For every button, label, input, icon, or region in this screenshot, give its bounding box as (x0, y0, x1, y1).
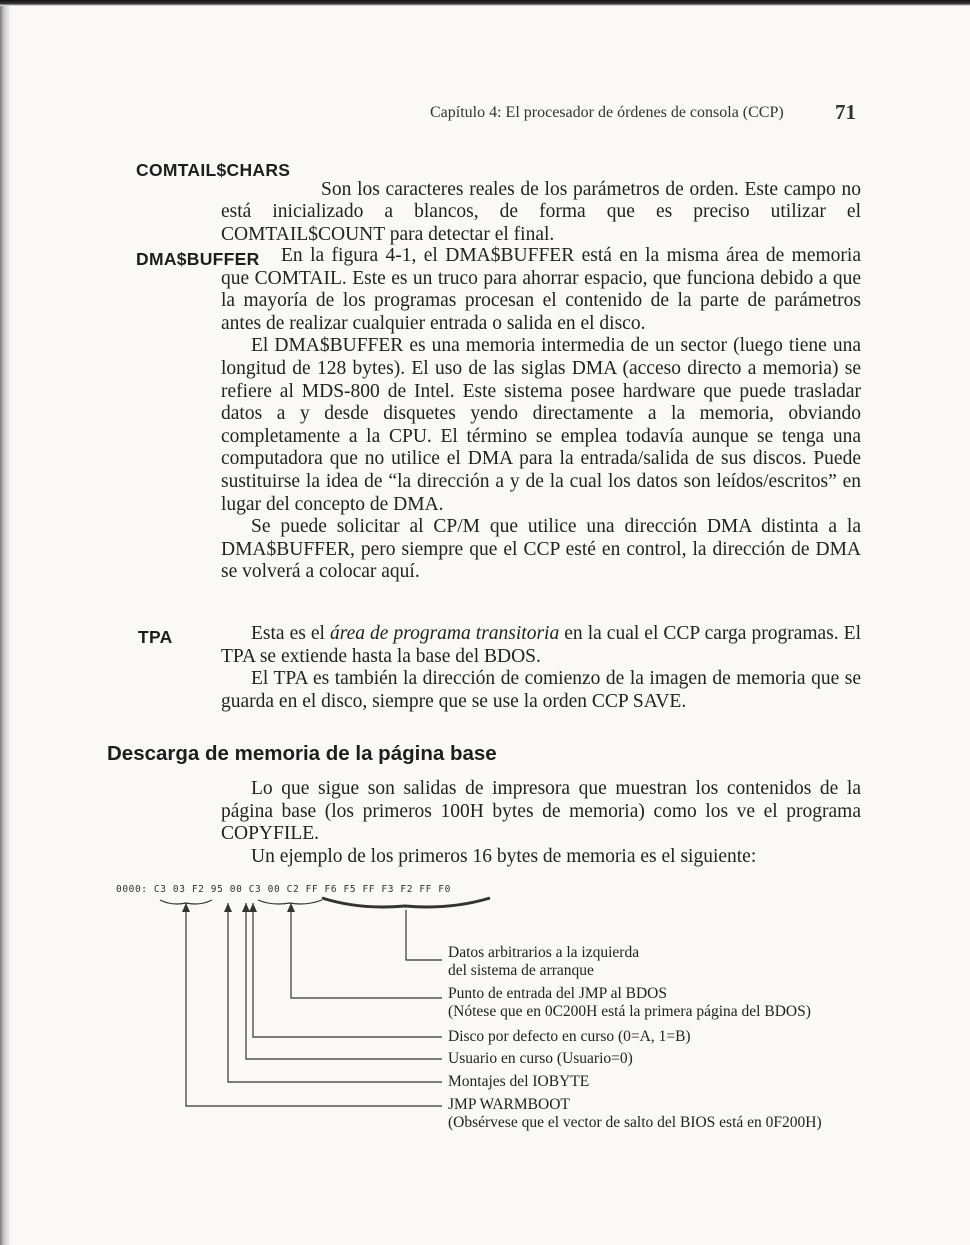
leader-arbitrary-data (406, 910, 442, 960)
callout-bdos-entry-line1: Punto de entrada del JMP al BDOS (448, 985, 667, 1002)
callout-arbitrary-data-line1: Datos arbitrarios a la izquierda (448, 944, 640, 961)
arrowhead-bdos-entry (287, 903, 295, 912)
term-dma-buffer: DMA$BUFFER (136, 249, 260, 269)
definition-dma-buffer-p3: Se puede solicitar al CP/M que utilice una dirección DMA distinta a la DMA$BUFFER, pero siempre que el CCP esté en control, la dirección de DMA se volverá a colocar aquí. (221, 516, 861, 583)
definition-dma-buffer-p2: El DMA$BUFFER es una memoria intermedia de un sector (luego tiene una longitud de 128 bytes). El uso de las siglas DMA (acceso directo a memoria) se refiere al MDS-800 de Intel. Este sistema posee hardware que puede trasladar datos a y desde disquetes yendo directamente a la memoria, obviando completamente a la CPU. El término se emplea todavía aunque se tenga una computadora que no utilice el DMA para la entrada/salida de sus discos. Puede sustituirse la idea de “la dirección a y de la cual los datos son leídos/escritos” en lugar del concepto de DMA. (221, 335, 861, 515)
leader-default-disk (253, 903, 442, 1037)
definition-comtail-chars-text: Son los caracteres reales de los parámetros de orden. Este campo no está inicializado a blancos, de forma que es preciso utilizar el COMTAIL$COUNT para detectar el final. (221, 178, 861, 245)
brace-bytes-5-7 (258, 900, 322, 904)
definition-dma-buffer-p1: En la figura 4-1, el DMA$BUFFER está en la misma área de memoria que COMTAIL. Este es un truco para ahorrar espacio, que funciona debido a que la mayoría de los programas procesan el contenido de la parte de parámetros antes de realizar cualquier entrada o salida en el disco. (221, 245, 861, 334)
term-tpa: TPA (138, 627, 173, 647)
arrowhead-current-user (242, 903, 250, 912)
page-number: 71 (835, 100, 856, 124)
leader-bdos-entry (291, 903, 442, 998)
callout-arbitrary-data (448, 944, 639, 980)
tpa-text-italic: área de programa transitoria (329, 623, 560, 644)
callout-bdos-entry-line2: (Nótese que en 0C200H está la primera página del BDOS) (448, 1003, 811, 1020)
callout-current-user: Usuario en curso (Usuario=0) (448, 1050, 633, 1067)
brace-bytes-8-15 (322, 898, 490, 907)
running-title: Capítulo 4: El procesador de órdenes de consola (CCP) (430, 104, 784, 121)
callout-jmp-warmboot (448, 1096, 822, 1132)
tpa-text-before: Esta es el (251, 623, 330, 644)
section-body-p2: Un ejemplo de los primeros 16 bytes de memoria es el siguiente: (251, 845, 757, 867)
callout-default-disk: Disco por defecto en curso (0=A, 1=B) (448, 1028, 691, 1045)
callout-iobyte: Montajes del IOBYTE (448, 1073, 590, 1090)
callout-jmp-warmboot-line1: JMP WARMBOOT (448, 1096, 570, 1113)
leader-iobyte (228, 903, 442, 1082)
section-heading: Descarga de memoria de la página base (107, 742, 497, 765)
callout-arbitrary-data-line2: del sistema de arranque (448, 962, 594, 979)
arrowhead-default-disk (249, 903, 257, 912)
callout-bdos-entry (448, 985, 811, 1021)
section-body-p1: Lo que sigue son salidas de impresora que muestran los contenidos de la página base (los primeros 100H bytes de memoria) como los ve el programa COPYFILE. (221, 778, 861, 845)
leader-current-user (246, 903, 442, 1059)
memory-dump-line: 0000: C3 03 F2 95 00 C3 00 C2 FF F6 F5 FF F3 F2 FF F0 (116, 884, 451, 895)
term-comtail-chars: COMTAIL$CHARS (136, 160, 291, 180)
callout-jmp-warmboot-line2: (Obsérvese que el vector de salto del BIOS está en 0F200H) (448, 1114, 822, 1131)
tpa-text-after: en la cual el CCP carga programas. El TPA se extiende hasta la base del BDOS. (221, 623, 862, 667)
arrowhead-iobyte (224, 903, 232, 912)
definition-tpa-p2: El TPA es también la dirección de comienzo de la imagen de memoria que se guarda en el disco, siempre que se use la orden CCP SAVE. (221, 668, 861, 712)
arrowhead-jmp-warmboot (182, 903, 190, 912)
leader-jmp-warmboot (186, 903, 442, 1106)
